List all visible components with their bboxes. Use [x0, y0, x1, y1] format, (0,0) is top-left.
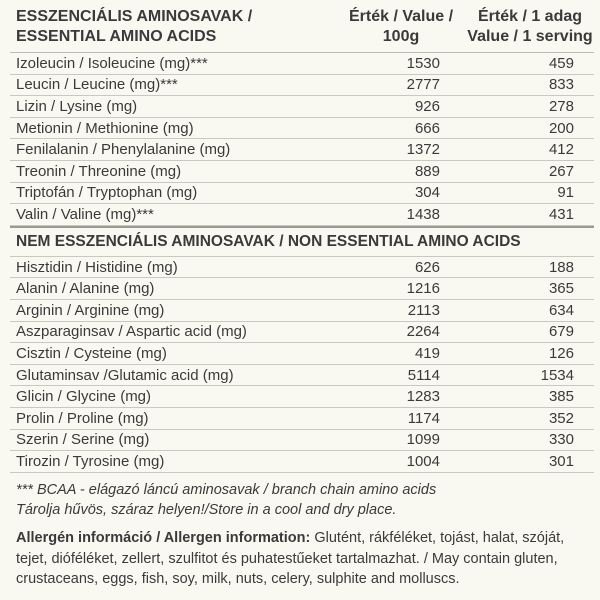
col-per100-header — [336, 4, 466, 52]
value-per-100g: 926 — [414, 97, 440, 115]
table-row — [10, 278, 594, 300]
value-per-serving: 833 — [548, 76, 574, 94]
table-row — [10, 300, 594, 322]
table-row — [10, 408, 594, 430]
table-row — [10, 257, 594, 279]
value-per-100g: 1372 — [406, 141, 440, 159]
title-line1: ESSZENCIÁLIS AMINOSAVAK / — [16, 8, 253, 25]
value-per-100g: 626 — [414, 258, 440, 276]
value-per-serving: 278 — [548, 97, 574, 115]
value-per-serving: 385 — [548, 388, 574, 406]
value-per-serving: 634 — [548, 301, 574, 319]
amino-acid-name: Glicin / Glycine (mg) — [16, 388, 152, 406]
value-per-serving: 412 — [548, 141, 574, 159]
amino-acid-name: Leucin / Leucine (mg)*** — [16, 76, 178, 94]
amino-acid-name: Triptofán / Tryptophan (mg) — [16, 184, 198, 202]
col2-line2: 100g — [382, 28, 420, 45]
value-per-100g: 1438 — [406, 205, 440, 223]
table-row — [10, 161, 594, 183]
value-per-100g: 304 — [414, 184, 440, 202]
value-per-100g: 1174 — [407, 409, 440, 427]
value-per-100g: 889 — [414, 162, 440, 180]
value-per-serving: 431 — [548, 205, 574, 223]
value-per-serving: 459 — [548, 54, 574, 72]
amino-acid-name: Arginin / Arginine (mg) — [16, 301, 165, 319]
essential-title — [10, 4, 336, 52]
table-row — [10, 53, 594, 75]
amino-acid-name: Hisztidin / Histidine (mg) — [16, 258, 178, 276]
value-per-serving: 188 — [548, 258, 574, 276]
allergen-label: Allergén információ / Allergen information: — [16, 530, 311, 546]
amino-acid-name: Tirozin / Tyrosine (mg) — [16, 452, 165, 470]
value-per-100g: 2264 — [406, 323, 440, 341]
value-per-100g: 5114 — [407, 366, 440, 384]
allergen-text: Glutént, rákféléket, tojást, halat, szóját, tejet, dióféléket, zellert, szulfitot és puhatestűeket tartalmazhat. / May contain gluten, crustaceans, eggs, fish, soy, milk, nuts, celery, sulphite and molluscs. — [16, 530, 565, 587]
table-row — [10, 96, 594, 118]
value-per-serving: 365 — [548, 280, 574, 298]
value-per-serving: 267 — [548, 162, 574, 180]
col2-line1: Érték / Value / — [348, 8, 454, 25]
value-per-serving: 679 — [548, 323, 574, 341]
value-per-serving: 301 — [548, 452, 574, 470]
amino-acid-name: Lizin / Lysine (mg) — [16, 97, 138, 115]
table-header — [10, 4, 594, 53]
col-serving-header — [466, 4, 594, 52]
value-per-100g: 1004 — [406, 452, 440, 470]
value-per-serving: 200 — [548, 119, 574, 137]
value-per-serving: 1534 — [540, 366, 574, 384]
nonessential-rows — [10, 257, 594, 473]
value-per-100g: 1099 — [406, 431, 440, 449]
value-per-serving: 352 — [548, 409, 574, 427]
table-row — [10, 204, 594, 226]
amino-acid-name: Metionin / Methionine (mg) — [16, 119, 194, 137]
storage-note: Tárolja hűvös, száraz helyen!/Store in a cool and dry place. — [16, 502, 397, 518]
table-row — [10, 365, 594, 387]
value-per-serving: 330 — [548, 431, 574, 449]
value-per-100g: 2777 — [406, 76, 440, 94]
table-row — [10, 75, 594, 97]
table-row — [10, 343, 594, 365]
value-per-100g: 1530 — [406, 54, 440, 72]
table-row — [10, 139, 594, 161]
amino-acid-table — [10, 4, 594, 473]
value-per-serving: 126 — [548, 344, 574, 362]
amino-acid-name: Alanin / Alanine (mg) — [16, 280, 155, 298]
value-per-100g: 2113 — [407, 301, 440, 319]
amino-acid-name: Treonin / Threonine (mg) — [16, 162, 182, 180]
amino-acid-name: Fenilalanin / Phenylalanine (mg) — [16, 141, 231, 159]
essential-rows — [10, 53, 594, 226]
value-per-100g: 1216 — [406, 280, 440, 298]
value-per-100g: 666 — [414, 119, 440, 137]
value-per-100g: 419 — [414, 344, 440, 362]
title-line2: ESSENTIAL AMINO ACIDS — [16, 28, 217, 45]
nonessential-title: NEM ESSZENCIÁLIS AMINOSAVAK / NON ESSENTIAL AMINO ACIDS — [10, 226, 594, 257]
notes — [16, 480, 586, 520]
amino-acid-name: Szerin / Serine (mg) — [16, 431, 150, 449]
table-row — [10, 430, 594, 452]
value-per-100g: 1283 — [406, 388, 440, 406]
table-row — [10, 118, 594, 140]
table-row — [10, 322, 594, 344]
table-row — [10, 386, 594, 408]
table-row — [10, 451, 594, 473]
amino-acid-name: Aszparaginsav / Aspartic acid (mg) — [16, 323, 247, 341]
allergen-info — [16, 528, 586, 590]
amino-acid-name: Glutaminsav /Glutamic acid (mg) — [16, 366, 234, 384]
amino-acid-name: Prolin / Proline (mg) — [16, 409, 149, 427]
col3-line1: Érték / 1 adag — [477, 8, 583, 25]
amino-acid-name: Valin / Valine (mg)*** — [16, 205, 154, 223]
value-per-serving: 91 — [557, 184, 574, 202]
bcaa-footnote: *** BCAA - elágazó láncú aminosavak / branch chain amino acids — [16, 482, 437, 498]
col3-line2: Value / 1 serving — [467, 28, 593, 45]
amino-acid-name: Izoleucin / Isoleucine (mg)*** — [16, 54, 208, 72]
amino-acid-name: Cisztin / Cysteine (mg) — [16, 344, 167, 362]
table-row — [10, 183, 594, 205]
